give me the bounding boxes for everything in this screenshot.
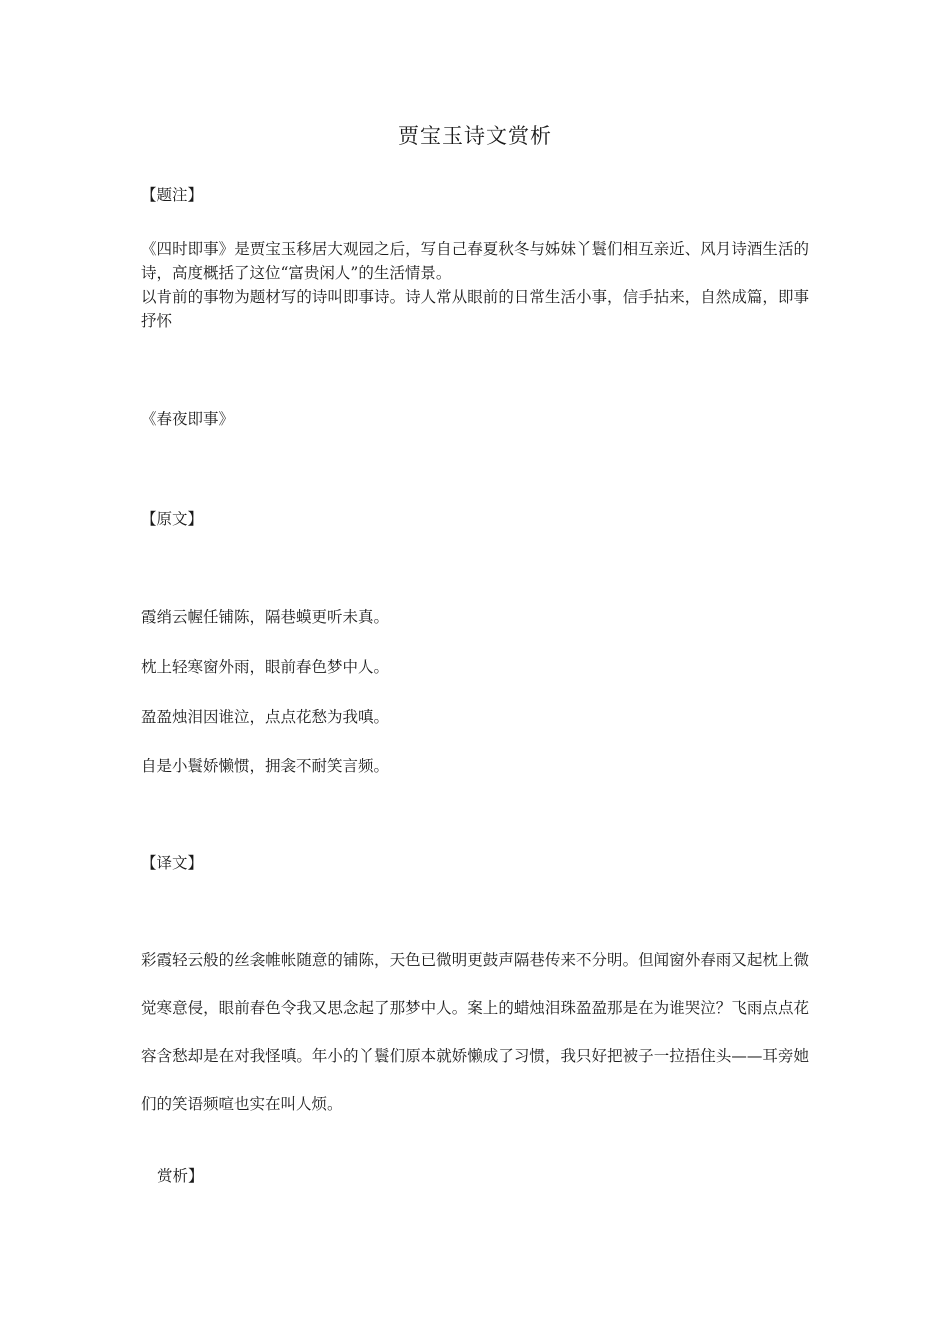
- poem-line: 自是小鬟娇懒惯，拥衾不耐笑言频。: [141, 757, 390, 775]
- translation-paragraph: 彩霞轻云般的丝衾帷帐随意的铺陈，天色已微明更鼓声隔巷传来不分明。但闻窗外春雨又起枕上微觉寒意侵，眼前春色令我又思念起了那梦中人。案上的蜡烛泪珠盈盈那是在为谁哭泣？飞雨点点花容含愁却是在对我怪嗔。年小的丫鬟们原本就娇懒成了习惯，我只好把被子一拉捂住头——耳旁她们的笑语频喧也实在叫人烦。: [141, 951, 809, 1113]
- appreciation-heading: 赏析】: [157, 1167, 204, 1185]
- document-title: 贾宝玉诗文赏析: [398, 124, 552, 148]
- poem-title: 《春夜即事》: [141, 410, 235, 428]
- intro-heading: 【题注】: [141, 186, 204, 204]
- original-heading: 【原文】: [141, 510, 204, 528]
- intro-paragraph-1: 《四时即事》是贾宝玉移居大观园之后，写自己春夏秋冬与姊妹丫鬟们相互亲近、风月诗酒生活的诗，高度概括了这位“富贵闲人”的生活情景。: [141, 240, 809, 282]
- intro-paragraph-2: 以肯前的事物为题材写的诗叫即事诗。诗人常从眼前的日常生活小事，信手拈来，自然成篇，即事抒怀: [141, 288, 809, 330]
- translation-heading: 【译文】: [141, 854, 204, 872]
- poem-line: 盈盈烛泪因谁泣，点点花愁为我嗔。: [141, 708, 390, 726]
- poem-line: 霞绡云幄任铺陈，隔巷蟆更听未真。: [141, 608, 390, 626]
- poem-line: 枕上轻寒窗外雨，眼前春色梦中人。: [141, 658, 390, 676]
